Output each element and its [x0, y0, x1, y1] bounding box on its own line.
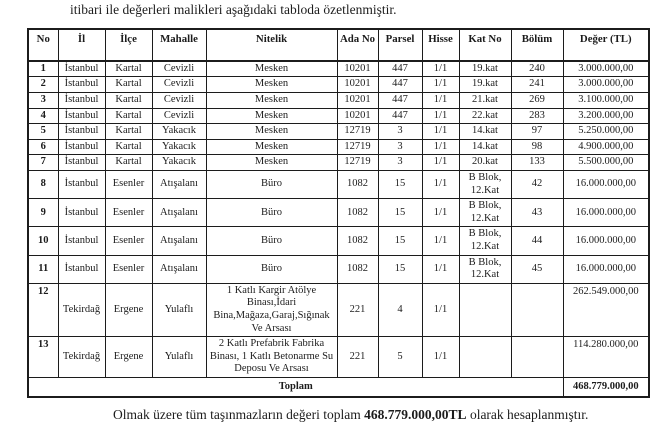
cell-nitelik: Büro	[206, 227, 337, 255]
cell-il: İstanbul	[58, 124, 105, 140]
cell-il: İstanbul	[58, 93, 105, 109]
cell-parsel: 447	[378, 108, 422, 124]
cell-ada: 12719	[337, 139, 378, 155]
cell-no: 10	[28, 227, 58, 255]
cell-hisse: 1/1	[422, 108, 459, 124]
cell-il: Tekirdağ	[58, 283, 105, 336]
cell-bolum: 269	[511, 93, 563, 109]
cell-kat	[459, 283, 511, 336]
cell-mahalle: Atışalanı	[152, 227, 206, 255]
cell-il: İstanbul	[58, 227, 105, 255]
total-value: 468.779.000,00	[563, 377, 649, 397]
cell-bolum: 133	[511, 155, 563, 171]
cell-nitelik: Mesken	[206, 139, 337, 155]
cell-kat: 19.kat	[459, 77, 511, 93]
cell-ada: 10201	[337, 77, 378, 93]
table-row	[28, 171, 649, 199]
cell-nitelik: Mesken	[206, 61, 337, 77]
property-valuation-table	[27, 28, 650, 398]
cell-kat: B Blok, 12.Kat	[459, 171, 511, 199]
cell-deger: 262.549.000,00	[563, 283, 649, 336]
cell-kat: 21.kat	[459, 93, 511, 109]
cell-ada: 1082	[337, 227, 378, 255]
cell-ada: 10201	[337, 61, 378, 77]
total-label: Toplam	[28, 377, 563, 397]
cell-hisse: 1/1	[422, 255, 459, 283]
cell-bolum: 240	[511, 61, 563, 77]
cell-no: 4	[28, 108, 58, 124]
cell-parsel: 5	[378, 337, 422, 378]
cell-bolum: 42	[511, 171, 563, 199]
col-header-deger: Değer (TL)	[563, 29, 649, 61]
cell-nitelik: Mesken	[206, 155, 337, 171]
cell-hisse: 1/1	[422, 171, 459, 199]
cell-nitelik: Büro	[206, 199, 337, 227]
cell-deger: 16.000.000,00	[563, 255, 649, 283]
cell-parsel: 3	[378, 155, 422, 171]
cell-parsel: 15	[378, 227, 422, 255]
cell-parsel: 15	[378, 199, 422, 227]
cell-bolum: 283	[511, 108, 563, 124]
cell-bolum: 98	[511, 139, 563, 155]
cell-ada: 1082	[337, 199, 378, 227]
cell-ilce: Kartal	[105, 155, 152, 171]
cell-no: 3	[28, 93, 58, 109]
cell-il: İstanbul	[58, 61, 105, 77]
cell-kat: 14.kat	[459, 124, 511, 140]
cell-no: 11	[28, 255, 58, 283]
cell-ilce: Esenler	[105, 255, 152, 283]
table-row	[28, 227, 649, 255]
cell-bolum	[511, 283, 563, 336]
cell-parsel: 447	[378, 61, 422, 77]
cell-il: İstanbul	[58, 139, 105, 155]
cell-kat: B Blok, 12.Kat	[459, 255, 511, 283]
col-header-il: İl	[58, 29, 105, 61]
cell-mahalle: Yakacık	[152, 124, 206, 140]
cell-il: İstanbul	[58, 171, 105, 199]
cell-hisse: 1/1	[422, 337, 459, 378]
cell-no: 6	[28, 139, 58, 155]
cell-ilce: Kartal	[105, 77, 152, 93]
cell-kat: 14.kat	[459, 139, 511, 155]
cell-deger: 5.250.000,00	[563, 124, 649, 140]
cell-kat: 19.kat	[459, 61, 511, 77]
cell-il: İstanbul	[58, 155, 105, 171]
cell-parsel: 15	[378, 255, 422, 283]
col-header-ilce: İlçe	[105, 29, 152, 61]
cell-ada: 221	[337, 283, 378, 336]
cell-no: 1	[28, 61, 58, 77]
cell-nitelik: Büro	[206, 255, 337, 283]
table-row	[28, 61, 649, 77]
cell-bolum	[511, 337, 563, 378]
cell-ilce: Esenler	[105, 199, 152, 227]
cell-no: 9	[28, 199, 58, 227]
cell-ilce: Kartal	[105, 139, 152, 155]
cell-mahalle: Yulaflı	[152, 337, 206, 378]
cell-hisse: 1/1	[422, 227, 459, 255]
cell-deger: 5.500.000,00	[563, 155, 649, 171]
cell-ilce: Kartal	[105, 93, 152, 109]
intro-paragraph: itibari ile değerleri malikleri aşağıdaki tabloda özetlenmiştir.	[70, 2, 397, 17]
cell-hisse: 1/1	[422, 93, 459, 109]
cell-il: İstanbul	[58, 255, 105, 283]
cell-mahalle: Yulaflı	[152, 283, 206, 336]
cell-mahalle: Cevizli	[152, 93, 206, 109]
closing-text-after: olarak hesaplanmıştır.	[466, 406, 589, 422]
cell-ilce: Ergene	[105, 337, 152, 378]
cell-no: 2	[28, 77, 58, 93]
col-header-parsel: Parsel	[378, 29, 422, 61]
table-row	[28, 255, 649, 283]
cell-deger: 3.200.000,00	[563, 108, 649, 124]
cell-no: 5	[28, 124, 58, 140]
cell-ilce: Kartal	[105, 108, 152, 124]
cell-hisse: 1/1	[422, 199, 459, 227]
cell-il: İstanbul	[58, 108, 105, 124]
cell-deger: 3.000.000,00	[563, 61, 649, 77]
cell-deger: 16.000.000,00	[563, 199, 649, 227]
cell-no: 8	[28, 171, 58, 199]
cell-ilce: Esenler	[105, 227, 152, 255]
cell-nitelik: Mesken	[206, 77, 337, 93]
cell-mahalle: Yakacık	[152, 155, 206, 171]
cell-ada: 1082	[337, 255, 378, 283]
closing-text-before: Olmak üzere tüm taşınmazların değeri toplam	[113, 406, 365, 422]
cell-kat: 22.kat	[459, 108, 511, 124]
col-header-mahalle: Mahalle	[152, 29, 206, 61]
cell-hisse: 1/1	[422, 139, 459, 155]
table-row	[28, 337, 649, 378]
closing-paragraph	[63, 405, 590, 425]
cell-no: 7	[28, 155, 58, 171]
col-header-bolum: Bölüm	[511, 29, 563, 61]
table-row	[28, 93, 649, 109]
cell-deger: 16.000.000,00	[563, 171, 649, 199]
cell-il: İstanbul	[58, 77, 105, 93]
cell-hisse: 1/1	[422, 61, 459, 77]
cell-ada: 10201	[337, 93, 378, 109]
table-row	[28, 108, 649, 124]
cell-ilce: Esenler	[105, 171, 152, 199]
cell-parsel: 15	[378, 171, 422, 199]
col-header-nitelik: Nitelik	[206, 29, 337, 61]
cell-mahalle: Cevizli	[152, 61, 206, 77]
cell-nitelik: Mesken	[206, 124, 337, 140]
cell-nitelik: Büro	[206, 171, 337, 199]
cell-ada: 10201	[337, 108, 378, 124]
cell-kat: B Blok, 12.Kat	[459, 199, 511, 227]
table-header-row	[28, 29, 649, 61]
cell-nitelik: Mesken	[206, 93, 337, 109]
cell-bolum: 241	[511, 77, 563, 93]
cell-deger: 4.900.000,00	[563, 139, 649, 155]
cell-parsel: 4	[378, 283, 422, 336]
col-header-ada-no: Ada No	[337, 29, 378, 61]
cell-ilce: Ergene	[105, 283, 152, 336]
col-header-kat-no: Kat No	[459, 29, 511, 61]
closing-amount: 468.779.000,00TL	[364, 406, 467, 422]
cell-ada: 1082	[337, 171, 378, 199]
cell-ada: 12719	[337, 124, 378, 140]
cell-nitelik: 2 Katlı Prefabrik Fabrika Binası, 1 Katlı Betonarme Su Deposu Ve Arsası	[206, 337, 337, 378]
table-row	[28, 155, 649, 171]
cell-mahalle: Cevizli	[152, 108, 206, 124]
table-row	[28, 124, 649, 140]
cell-deger: 16.000.000,00	[563, 227, 649, 255]
cell-mahalle: Atışalanı	[152, 255, 206, 283]
cell-nitelik: Mesken	[206, 108, 337, 124]
cell-hisse: 1/1	[422, 155, 459, 171]
cell-kat: B Blok, 12.Kat	[459, 227, 511, 255]
cell-mahalle: Cevizli	[152, 77, 206, 93]
cell-mahalle: Atışalanı	[152, 199, 206, 227]
cell-hisse: 1/1	[422, 283, 459, 336]
cell-bolum: 43	[511, 199, 563, 227]
cell-ada: 221	[337, 337, 378, 378]
cell-parsel: 3	[378, 124, 422, 140]
cell-il: Tekirdağ	[58, 337, 105, 378]
cell-ilce: Kartal	[105, 61, 152, 77]
cell-kat	[459, 337, 511, 378]
cell-mahalle: Yakacık	[152, 139, 206, 155]
cell-bolum: 44	[511, 227, 563, 255]
cell-deger: 114.280.000,00	[563, 337, 649, 378]
cell-ilce: Kartal	[105, 124, 152, 140]
cell-mahalle: Atışalanı	[152, 171, 206, 199]
cell-parsel: 447	[378, 77, 422, 93]
cell-deger: 3.000.000,00	[563, 77, 649, 93]
cell-no: 12	[28, 283, 58, 336]
cell-deger: 3.100.000,00	[563, 93, 649, 109]
table-row	[28, 139, 649, 155]
table-row	[28, 77, 649, 93]
table-row	[28, 199, 649, 227]
cell-no: 13	[28, 337, 58, 378]
cell-nitelik: 1 Katlı Kargir Atölye Binası,İdari Bina,Mağaza,Garaj,Sığınak Ve Arsası	[206, 283, 337, 336]
cell-bolum: 97	[511, 124, 563, 140]
table-row	[28, 283, 649, 336]
cell-hisse: 1/1	[422, 124, 459, 140]
cell-parsel: 447	[378, 93, 422, 109]
cell-bolum: 45	[511, 255, 563, 283]
cell-hisse: 1/1	[422, 77, 459, 93]
cell-parsel: 3	[378, 139, 422, 155]
col-header-no: No	[28, 29, 58, 61]
col-header-hisse: Hisse	[422, 29, 459, 61]
cell-il: İstanbul	[58, 199, 105, 227]
cell-ada: 12719	[337, 155, 378, 171]
table-total-row	[28, 377, 649, 397]
cell-kat: 20.kat	[459, 155, 511, 171]
